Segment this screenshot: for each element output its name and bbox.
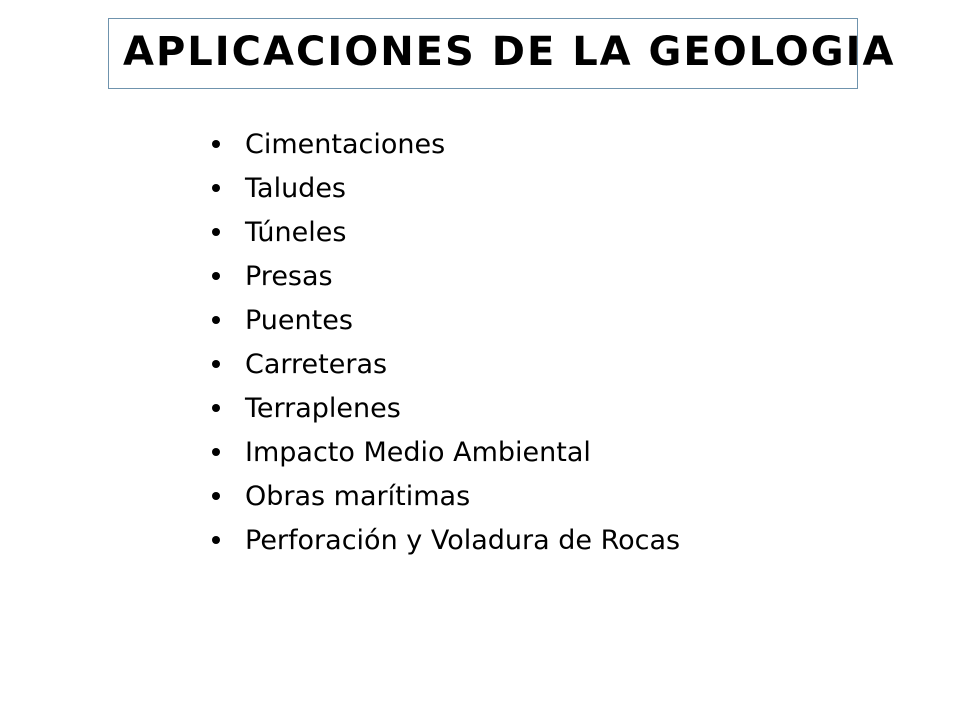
slide-title: APLICACIONES DE LA GEOLOGIA: [123, 29, 896, 75]
list-item: [212, 166, 680, 210]
list-item-text: Taludes: [245, 172, 346, 204]
bullet-icon: [212, 316, 220, 324]
bullet-icon: [212, 272, 220, 280]
bullet-icon: [212, 228, 220, 236]
list-item: [212, 298, 680, 342]
list-item: [212, 122, 680, 166]
list-item-text: Obras marítimas: [245, 480, 471, 512]
list-item: [212, 430, 680, 474]
list-item-text: Túneles: [245, 216, 347, 248]
list-item-text: Impacto Medio Ambiental: [245, 436, 591, 468]
list-item: [212, 386, 680, 430]
list-item-text: Cimentaciones: [245, 128, 446, 160]
list-item: [212, 518, 680, 562]
title-box: [108, 18, 896, 89]
bullet-list: [212, 122, 680, 562]
list-item: [212, 342, 680, 386]
bullet-icon: [212, 140, 220, 148]
list-item-text: Presas: [245, 260, 333, 292]
list-item: [212, 210, 680, 254]
bullet-icon: [212, 404, 220, 412]
bullet-icon: [212, 360, 220, 368]
list-item: [212, 474, 680, 518]
bullet-icon: [212, 448, 220, 456]
list-item: [212, 254, 680, 298]
list-item-text: Terraplenes: [245, 392, 401, 424]
bullet-icon: [212, 536, 220, 544]
bullet-icon: [212, 184, 220, 192]
list-item-text: Perforación y Voladura de Rocas: [245, 524, 681, 556]
bullet-icon: [212, 492, 220, 500]
list-item-text: Carreteras: [245, 348, 388, 380]
list-item-text: Puentes: [245, 304, 353, 336]
